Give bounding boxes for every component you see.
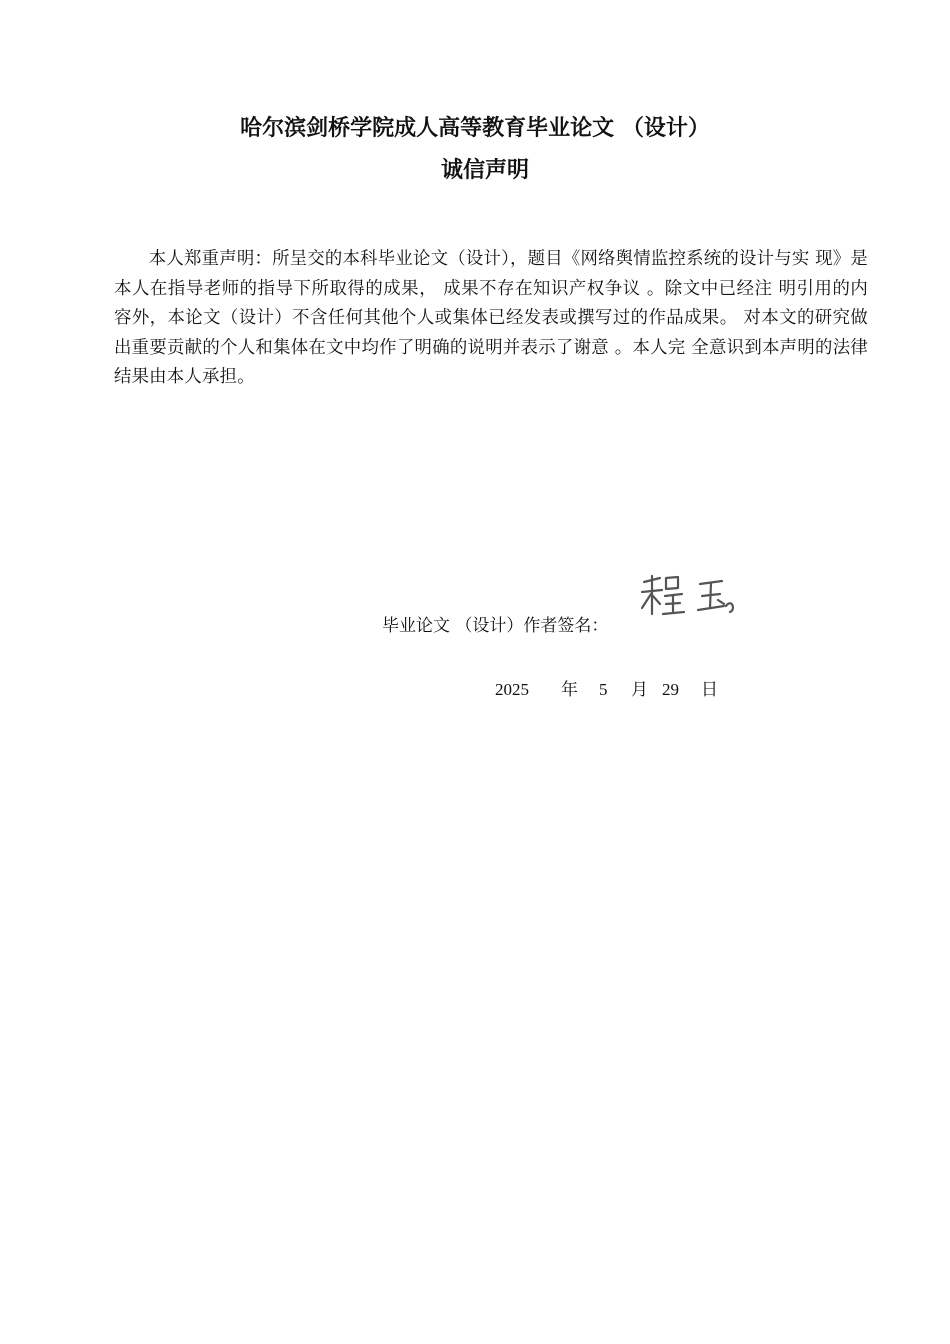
- date-day-unit: 日: [701, 680, 718, 700]
- date-month-unit: 月: [631, 680, 648, 700]
- handwritten-signature: [638, 568, 768, 624]
- date-month: 5: [599, 680, 608, 699]
- declaration-paragraph: 本人郑重声明：所呈交的本科毕业论文（设计），题目《网络舆情监控系统的设计与实 现》是本人在指导老师的指导下所取得的成果， 成果不存在知识产权争议 。除文中已经注 明引用的内容外，本论文（设计）不含任何其他个人或集体已经发表或撰写过的作品成果。 对本文的研究做出重要贡献的个人和集体在文中均作了明确的说明并表示了谢意 。本人完 全意识到本声明的法律结果由本人承担。: [114, 249, 868, 388]
- date-year: 2025: [495, 680, 529, 699]
- document-title: 哈尔滨剑桥学院成人高等教育毕业论文 （设计）: [240, 116, 710, 141]
- date-year-unit: 年: [561, 680, 578, 700]
- document-subtitle: 诚信声明: [440, 158, 529, 183]
- date-day: 29: [662, 680, 679, 699]
- signature-label: 毕业论文 （设计）作者签名：: [382, 616, 609, 636]
